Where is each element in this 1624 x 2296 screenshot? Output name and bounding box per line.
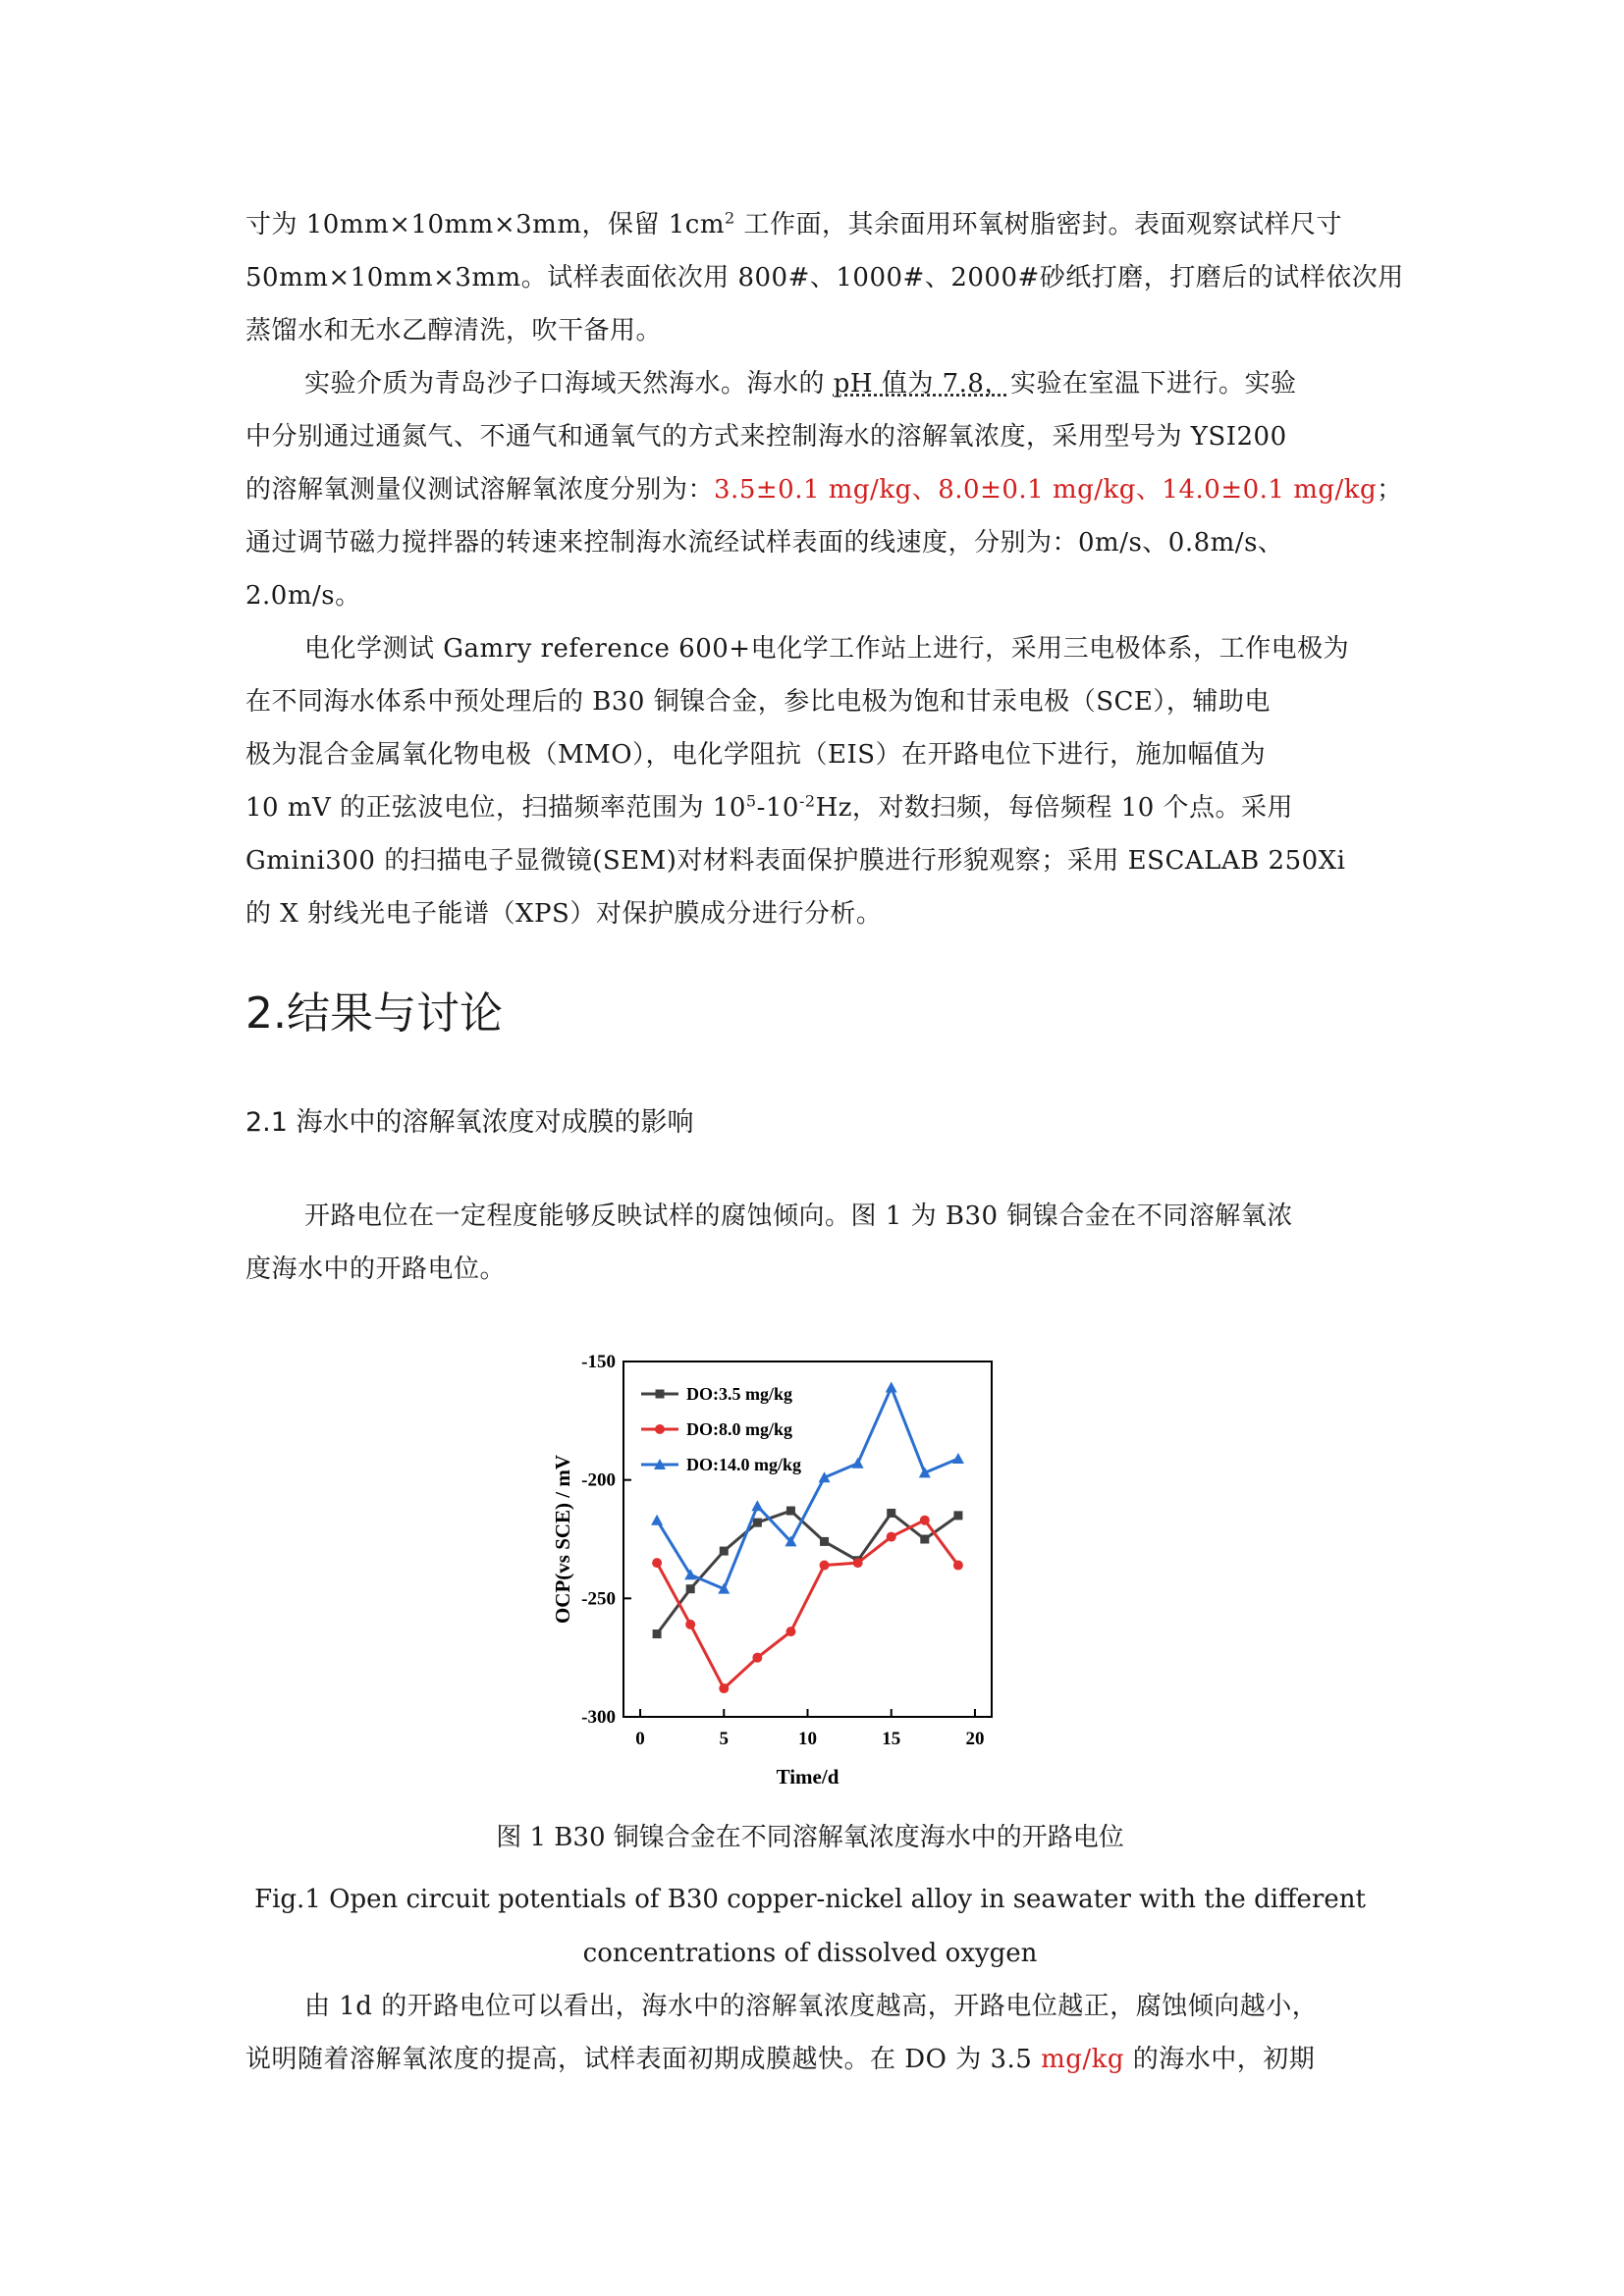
paragraph-ocp-discussion	[245, 1980, 1375, 2086]
x-tick-label: 0	[635, 1729, 645, 1749]
text-line: 度海水中的开路电位。	[245, 1255, 507, 1284]
ph-value-text: pH 值为 7.8，	[833, 369, 1010, 399]
text-line: 由 1d 的开路电位可以看出，海水中的溶解氧浓度越高，开路电位越正，腐蚀倾向越小，	[304, 1992, 1319, 2021]
data-point	[853, 1558, 863, 1568]
text-line: 的 X 射线光电子能谱（XPS）对保护膜成分进行分析。	[245, 899, 883, 929]
text-segment: 的海水中，初期	[1124, 2045, 1316, 2074]
y-tick-label: -150	[581, 1352, 616, 1372]
x-tick-label: 10	[798, 1729, 817, 1749]
data-point	[785, 1627, 795, 1636]
text-line: 2.0m/s。	[245, 581, 361, 611]
superscript: 5	[745, 791, 757, 811]
data-point	[953, 1561, 963, 1571]
data-point	[651, 1515, 663, 1525]
legend-marker	[655, 1424, 665, 1434]
do-concentration-values: 3.5±0.1 mg/kg、8.0±0.1 mg/kg、14.0±0.1 mg/kg	[714, 475, 1378, 505]
text-line	[245, 781, 1375, 834]
x-tick-label: 5	[719, 1729, 730, 1749]
data-point	[719, 1683, 729, 1693]
y-tick-label: -200	[581, 1469, 616, 1491]
legend-label: DO:8.0 mg/kg	[686, 1419, 792, 1439]
data-point	[685, 1620, 695, 1629]
text-line: Gmini300 的扫描电子显微镜(SEM)对材料表面保护膜进行形貌观察；采用 ESCALAB 250Xi	[245, 846, 1346, 876]
data-point	[887, 1532, 896, 1542]
text-line: 极为混合金属氧化物电极（MMO），电化学阻抗（EIS）在开路电位下进行，施加幅值为	[245, 740, 1267, 770]
series-line-2	[657, 1521, 958, 1688]
text-segment: -10	[756, 793, 799, 823]
legend-label: DO:14.0 mg/kg	[686, 1455, 801, 1474]
text-line: 蒸馏水和无水乙醇清洗，吹干备用。	[245, 316, 663, 346]
text-line: 50mm×10mm×3mm。试样表面依次用 800#、1000#、2000#砂纸打磨，打磨后的试样依次用	[245, 263, 1404, 293]
text-segment: ；	[1377, 475, 1403, 505]
text-line	[245, 2033, 1375, 2086]
text-line: 开路电位在一定程度能够反映试样的腐蚀倾向。图 1 为 B30 铜镍合金在不同溶解氧浓	[304, 1201, 1293, 1231]
text-segment: 寸为 10mm×10mm×3mm，保留 1cm	[245, 210, 725, 240]
figure-caption-en: Fig.1 Open circuit potentials of B30 copper-nickel alloy in seawater with the different	[254, 1885, 1366, 1914]
data-point	[753, 1519, 762, 1527]
superscript: 2	[725, 208, 735, 228]
series-line-1	[657, 1511, 958, 1633]
figure-caption-cn: 图 1 B30 铜镍合金在不同溶解氧浓度海水中的开路电位	[496, 1823, 1124, 1852]
text-line: 在不同海水体系中预处理后的 B30 铜镍合金，参比电极为饱和甘汞电极（SCE），辅助电	[245, 687, 1271, 717]
data-point	[852, 1458, 864, 1468]
text-segment: 10 mV 的正弦波电位，扫描频率范围为 10	[245, 793, 746, 823]
data-point	[920, 1516, 930, 1525]
legend-label: DO:3.5 mg/kg	[686, 1384, 792, 1404]
data-point	[886, 1382, 897, 1393]
data-point	[820, 1561, 830, 1571]
ocp-line-chart	[530, 1340, 1060, 1801]
series-line-3	[657, 1388, 958, 1589]
data-point	[653, 1629, 662, 1638]
data-point	[686, 1584, 695, 1593]
data-point	[820, 1537, 829, 1546]
section-heading: 2.结果与讨论	[245, 988, 503, 1039]
data-point	[786, 1507, 795, 1516]
text-line	[245, 357, 1375, 410]
x-tick-label: 20	[965, 1729, 985, 1749]
x-axis-label: Time/d	[776, 1765, 839, 1789]
data-point	[953, 1511, 962, 1520]
x-tick-label: 15	[882, 1729, 901, 1749]
text-segment: 说明随着溶解氧浓度的提高，试样表面初期成膜越快。在 DO 为 3.5	[245, 2045, 1042, 2074]
data-point	[920, 1535, 929, 1544]
figure-caption-en-line2: concentrations of dissolved oxygen	[582, 1939, 1038, 1968]
paragraph-electrochemical-test	[245, 622, 1375, 940]
text-line	[245, 463, 1403, 516]
data-point	[952, 1453, 964, 1464]
paragraph-ocp-intro	[245, 1190, 1375, 1296]
subsection-heading: 2.1 海水中的溶解氧浓度对成膜的影响	[245, 1107, 694, 1138]
text-segment: 工作面，其余面用环氧树脂密封。表面观察试样尺寸	[734, 210, 1342, 240]
data-point	[720, 1547, 729, 1556]
data-point	[652, 1558, 662, 1568]
legend-marker	[656, 1390, 665, 1399]
y-tick-label: -250	[581, 1588, 616, 1610]
plot-frame	[623, 1362, 992, 1717]
text-segment: 实验介质为青岛沙子口海域天然海水。海水的	[304, 369, 834, 399]
text-segment: 的溶解氧测量仪测试溶解氧浓度分别为：	[245, 475, 715, 505]
paragraph-specimen-size	[245, 198, 1404, 357]
text-line: 电化学测试 Gamry reference 600+电化学工作站上进行，采用三电极体系，工作电极为	[304, 634, 1350, 664]
y-axis-label: OCP(vs SCE) / mV	[551, 1454, 574, 1625]
data-point	[752, 1653, 762, 1663]
text-segment: Hz，对数扫频，每倍频程 10 个点。采用	[815, 793, 1294, 823]
data-point	[887, 1509, 895, 1518]
text-line	[245, 198, 1375, 251]
unit-highlight: mg/kg	[1041, 2045, 1125, 2074]
text-line: 通过调节磁力搅拌器的转速来控制海水流经试样表面的线速度，分别为：0m/s、0.8m/s、	[245, 528, 1284, 558]
text-line: 中分别通过通氮气、不通气和通氧气的方式来控制海水的溶解氧浓度，采用型号为 YSI200	[245, 422, 1287, 452]
data-point	[751, 1500, 763, 1511]
superscript: -2	[798, 791, 816, 811]
text-segment: 实验在室温下进行。实验	[1009, 369, 1297, 399]
y-tick-label: -300	[581, 1707, 616, 1728]
paragraph-medium	[245, 357, 1403, 622]
